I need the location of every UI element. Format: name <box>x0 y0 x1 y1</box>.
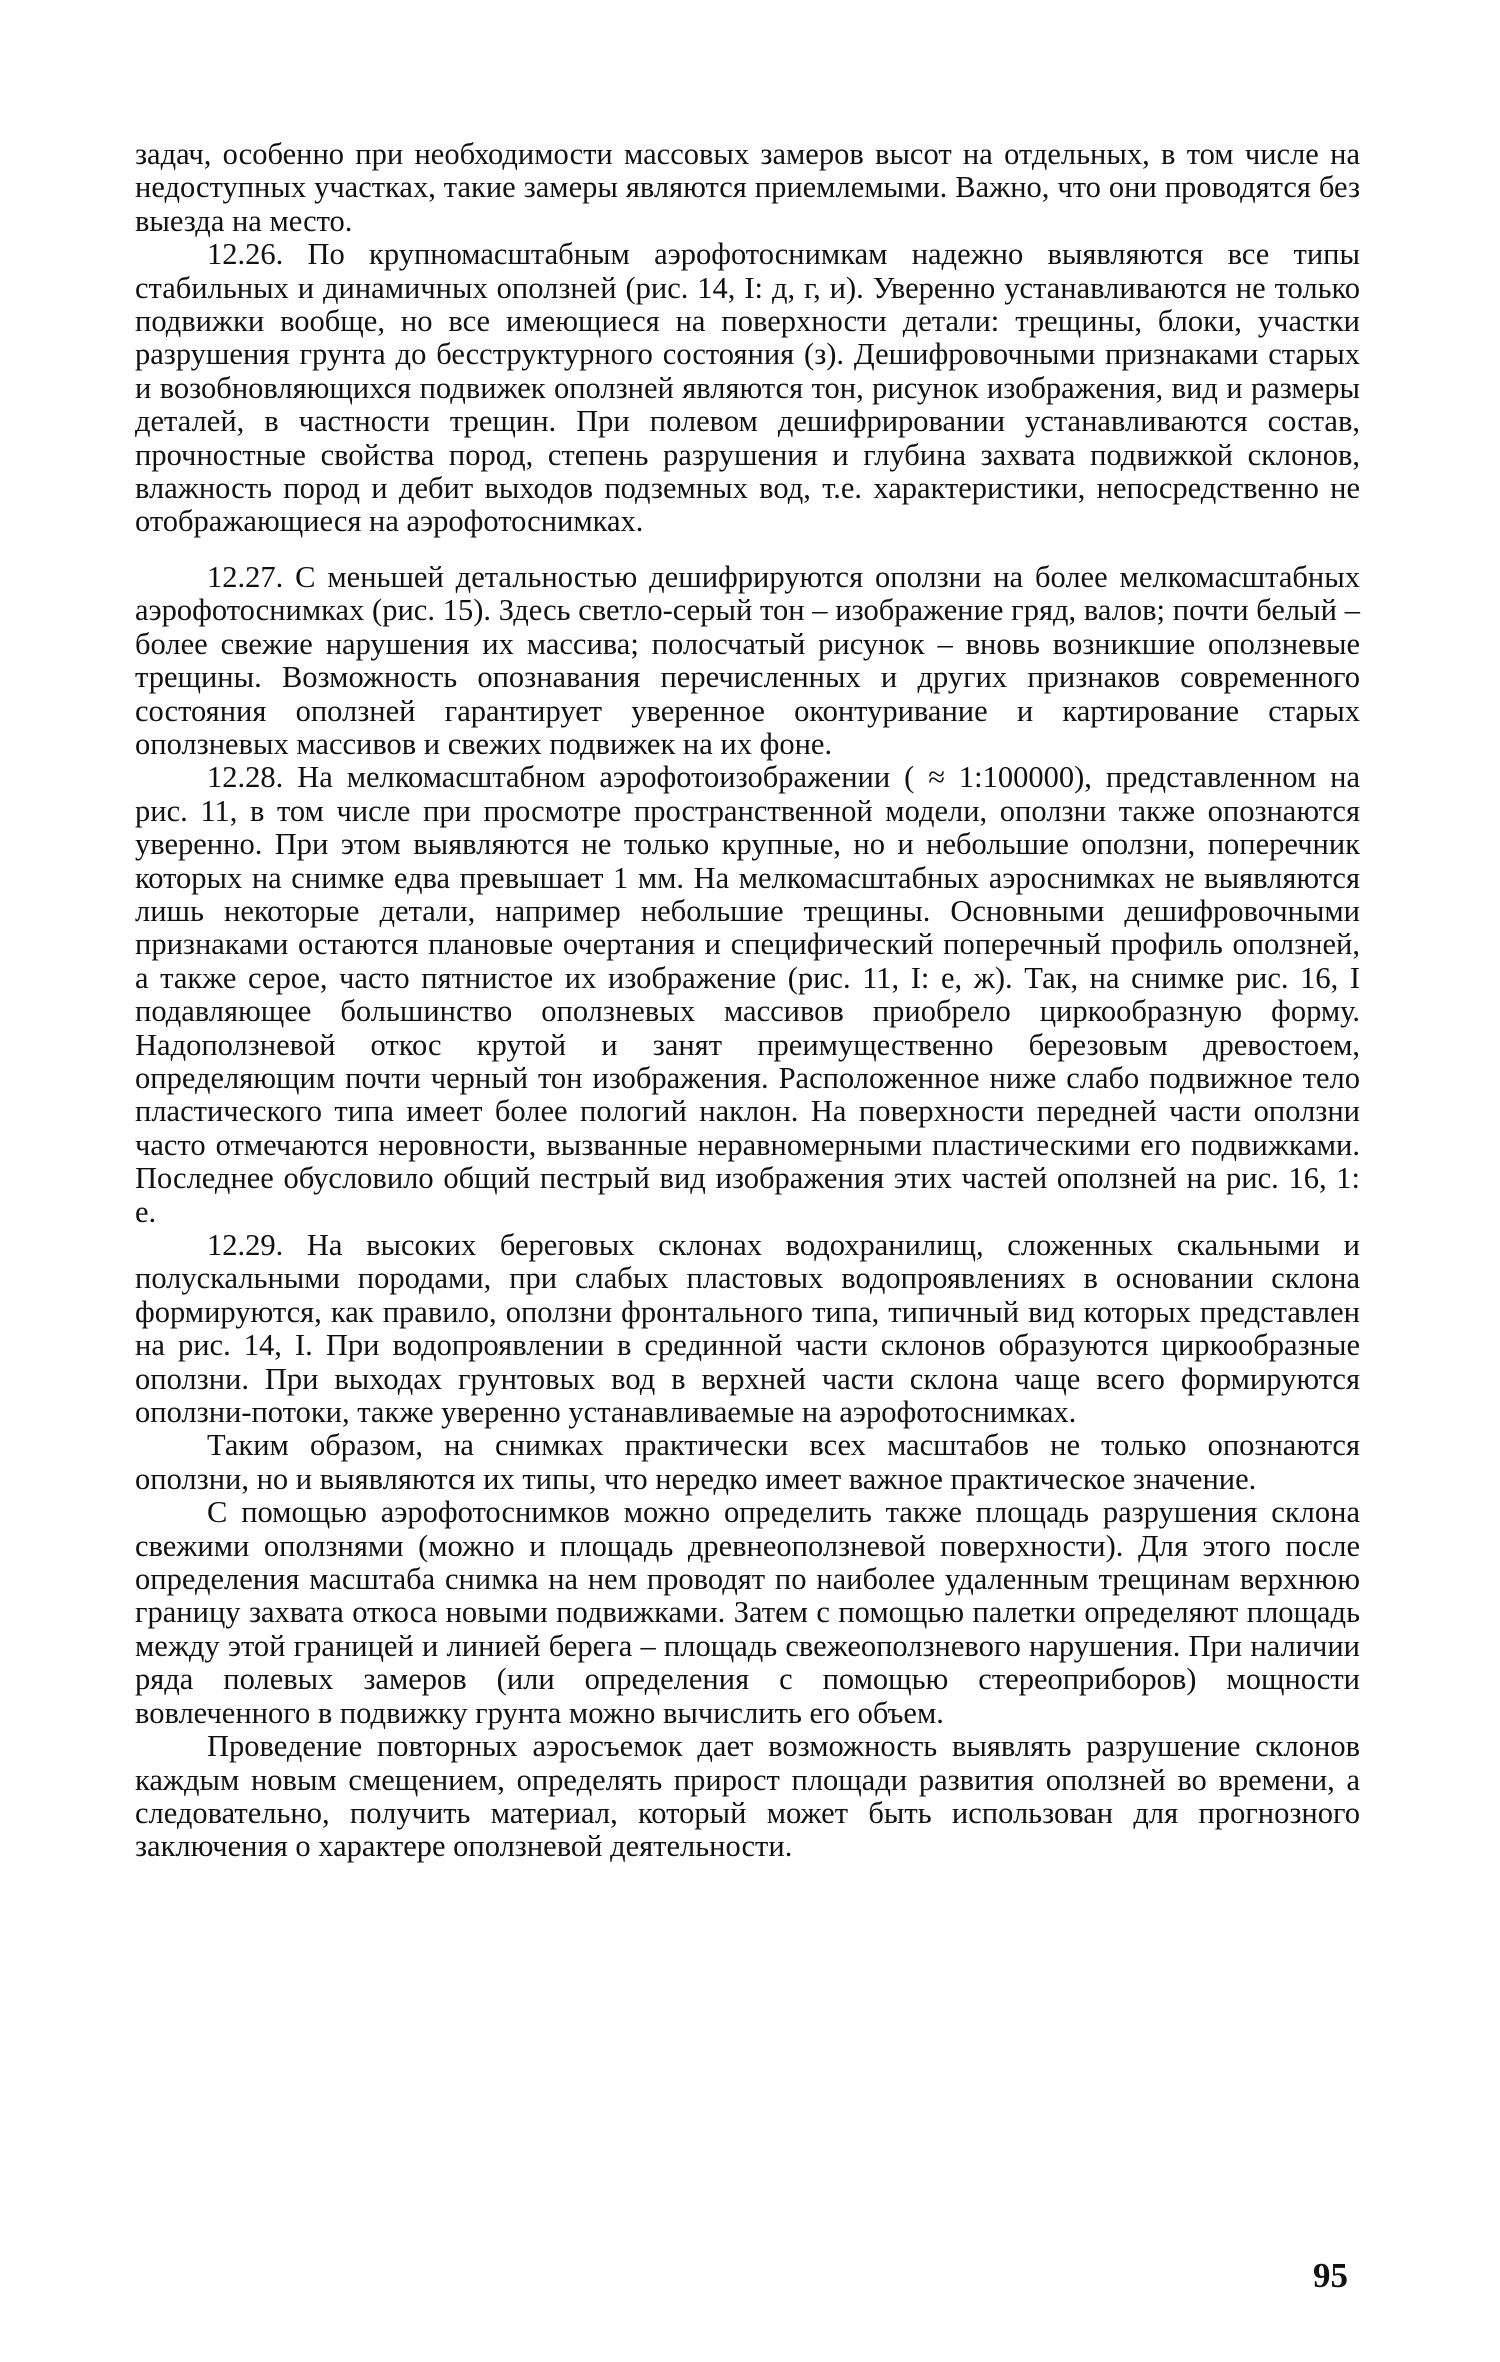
paragraph-area-measurement <box>135 1496 1360 1730</box>
paragraph-conclusion <box>135 1429 1360 1496</box>
paragraph-text: По крупномасштабным аэрофотоснимкам надежно выявляются все типы стабильных и динамичных оползней (рис. 14, I: д, г, и). Уверенно устанавливаются не только подвижки вообще, но все имеющиеся на поверхности детали: трещины, блоки, участки разрушения грунта до бесструктурного состояния (з). Дешифровочными признаками старых и возобновляющихся подвижек оползней являются тон, рисунок изображения, вид и размеры деталей, в частности трещин. При полевом дешифрировании устанавливаются состав, прочностные свойства пород, степень разрушения и глубина захвата подвижкой склонов, влажность пород и дебит выходов подземных вод, т.е. характеристики, непосредственно не отображающиеся на аэрофотоснимках. <box>135 237 1360 539</box>
paragraph-text: На высоких береговых склонах водохранилищ, сложенных скальными и полускальными породами, при слабых пластовых водопроявлениях в основании склона формируются, как правило, оползни фронтального типа, типичный вид которых представлен на рис. 14, I. При водопроявлении в срединной части склонов образуются циркообразные оползни. При выходах грунтовых вод в верхней части склона чаще всего формируются оползни-потоки, также уверенно устанавливаемые на аэрофотоснимках. <box>135 1228 1360 1430</box>
paragraph-text: На мелкомасштабном аэрофотоизображении ( ≈ 1:100000), представленном на рис. 11, в том числе при просмотре пространственной модели, оползни также опознаются уверенно. При этом выявляются не только крупные, но и небольшие оползни, поперечник которых на снимке едва превышает 1 мм. На мелкомасштабных аэроснимках не выявляются лишь некоторые детали, например небольшие трещины. Основными дешифровочными признаками остаются плановые очертания и специфический поперечный профиль оползней, а также серое, часто пятнистое их изображение (рис. 11, I: е, ж). Так, на снимке рис. 16, I подавляющее большинство оползневых массивов приобрело циркообразную форму. Надоползневой откос крутой и занят преимущественно березовым древостоем, определяющим почти черный тон изображения. Расположенное ниже слабо подвижное тело пластического типа имеет более пологий наклон. На поверхности передней части оползни часто отмечаются неровности, вызванные неравномерными пластическими его подвижками. Последнее обусловило общий пестрый вид изображения этих частей оползней на рис. 16, 1: е. <box>135 760 1361 1229</box>
paragraph-12-28 <box>135 761 1360 1229</box>
section-number: 12.26. <box>207 237 284 272</box>
section-number: 12.27. <box>207 559 284 594</box>
paragraph-continuation <box>135 138 1360 238</box>
paragraph-12-26 <box>135 238 1360 539</box>
paragraph-12-27 <box>135 561 1360 761</box>
paragraph-text: С помощью аэрофотоснимков можно определить также площадь разрушения склона свежими оползнями (можно и площадь древнеоползневой поверхности). Для этого после определения масштаба снимка на нем проводят по наиболее удаленным трещинам верхнюю границу захвата откоса новыми подвижками. Затем с помощью палетки определяют площадь между этой границей и линией берега – площадь свежеоползневого нарушения. При наличии ряда полевых замеров (или определения с помощью стереоприборов) мощности вовлеченного в подвижку грунта можно вычислить его объем. <box>135 1495 1360 1730</box>
paragraph-repeat-surveys <box>135 1730 1360 1864</box>
section-number: 12.29. <box>207 1228 284 1262</box>
section-number: 12.28. <box>207 760 284 795</box>
paragraph-12-29 <box>135 1229 1360 1429</box>
page-number: 95 <box>1313 2256 1348 2295</box>
paragraph-text: Проведение повторных аэросъемок дает возможность выявлять разрушение склонов каждым новым смещением, определять прирост площади развития оползней во времени, а следовательно, получить материал, который может быть использован для прогнозного заключения о характере оползневой деятельности. <box>135 1729 1360 1864</box>
page-body <box>135 138 1360 1864</box>
paragraph-text: задач, особенно при необходимости массовых замеров высот на отдельных, в том числе на недоступных участках, такие замеры являются приемлемыми. Важно, что они проводятся без выезда на место. <box>135 137 1360 238</box>
paragraph-text: С меньшей детальностью дешифрируются оползни на более мелкомасштабных аэрофотоснимках (рис. 15). Здесь светло-серый тон – изображение гряд, валов; почти белый – более свежие нарушения их массива; полосчатый рисунок – вновь возникшие оползневые трещины. Возможность опознавания перечисленных и других признаков современного состояния оползней гарантирует уверенное оконтуривание и картирование старых оползневых массивов и свежих подвижек на их фоне. <box>135 559 1360 761</box>
paragraph-text: Таким образом, на снимках практически всех масштабов не только опознаются оползни, но и выявляются их типы, что нередко имеет важное практическое значение. <box>135 1428 1360 1496</box>
